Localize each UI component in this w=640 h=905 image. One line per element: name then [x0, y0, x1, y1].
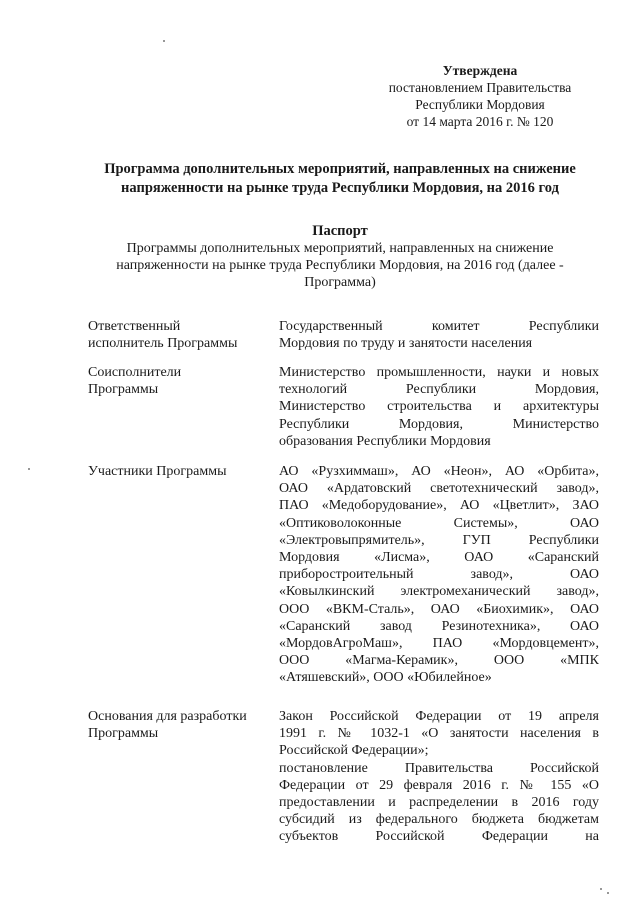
row-value-line: постановление Правительства Российской: [279, 760, 599, 776]
row-value-line: «Атяшевский», ООО «Юбилейное»: [279, 670, 492, 686]
row-value-line: АО «Рузхиммаш», АО «Неон», АО «Орбита»,: [279, 464, 599, 479]
document-title: [80, 160, 600, 198]
scan-speck: [163, 40, 165, 42]
row-label-line: Основания для разработки: [88, 709, 247, 724]
row-label-line: Участники Программы: [88, 464, 227, 479]
row-value-line: «Саранский завод Резинотехника», ОАО: [279, 618, 599, 634]
row-value-line: субъектов Российской Федерации на: [279, 829, 599, 845]
row-value-line: «Электровыпрямитель», ГУП Республики: [279, 532, 599, 548]
row-label-line: Ответственный: [88, 319, 181, 334]
passport-subtitle-line: напряженности на рынке труда Республики Мордовия, на 2016 год (далее -: [116, 258, 564, 273]
row-label: [88, 318, 258, 352]
row-value-line: Государственный комитет Республики: [279, 319, 599, 334]
passport-subtitle-line: Программа): [304, 275, 376, 290]
row-value: [279, 708, 599, 846]
row-label-line: Программы: [88, 382, 159, 398]
row-value-line: Республики Мордовия, Министерство: [279, 416, 599, 432]
approval-line: Утверждена: [442, 63, 518, 78]
passport-heading: Паспорт: [312, 223, 368, 239]
title-line: Программа дополнительных мероприятий, направленных на снижение: [104, 161, 576, 177]
row-label: [88, 364, 258, 398]
scan-speck: [607, 892, 609, 894]
scan-speck: [600, 888, 602, 890]
row-value: [279, 364, 599, 450]
row-value: [279, 463, 599, 687]
row-label-line: Соисполнители: [88, 365, 182, 380]
row-value-line: образования Республики Мордовия: [279, 433, 491, 449]
row-value-line: Министерство промышленности, науки и новых: [279, 365, 599, 380]
row-value-line: Мордовия по труду и занятости населения: [279, 336, 533, 352]
row-value-line: «Оптиковолоконные Системы», ОАО: [279, 515, 599, 531]
row-label: [88, 708, 258, 742]
row-label-line: исполнитель Программы: [88, 336, 238, 352]
row-value-line: Мордовия «Лисма», ОАО «Саранский: [279, 550, 599, 566]
row-value-line: Федерации от 29 февраля 2016 г. № 155 «О: [279, 777, 599, 793]
row-value-line: ООО «ВКМ-Сталь», ОАО «Биохимик», ОАО: [279, 601, 599, 617]
row-label-line: Программы: [88, 726, 159, 742]
approval-stamp: [360, 62, 600, 130]
row-value-line: ОАО «Ардатовский светотехнический завод»,: [279, 481, 599, 497]
row-value-line: приборостроительный завод», ОАО: [279, 567, 599, 583]
approval-line: Республики Мордовия: [415, 97, 545, 112]
approval-line: постановлением Правительства: [388, 80, 572, 95]
row-value-line: ПАО «Медоборудование», АО «Цветлит», ЗАО: [279, 498, 599, 514]
passport-subtitle-line: Программы дополнительных мероприятий, направленных на снижение: [126, 241, 554, 256]
row-value-line: субсидий из федерального бюджета бюджетам: [279, 812, 599, 828]
row-label: [88, 463, 258, 480]
row-value-line: Закон Российской Федерации от 19 апреля: [279, 709, 599, 724]
row-value: [279, 318, 599, 352]
title-line: напряженности на рынке труда Республики Мордовия, на 2016 год: [121, 180, 559, 196]
row-value-line: предоставлении и распределении в 2016 году: [279, 795, 599, 811]
row-value-line: ООО «Магма-Керамик», ООО «МПК: [279, 653, 599, 669]
row-value-line: 1991 г. № 1032-1 «О занятости населения в: [279, 726, 599, 742]
row-value-line: «Ковылкинский электромеханический завод»,: [279, 584, 599, 600]
approval-line: от 14 марта 2016 г. № 120: [406, 114, 554, 129]
scan-speck: [28, 468, 30, 470]
row-value-line: Российской Федерации»;: [279, 743, 429, 759]
row-value-line: технологий Республики Мордовия,: [279, 382, 599, 398]
passport-subtitle: [80, 240, 600, 291]
row-value-line: «МордовАгроМаш», ПАО «Мордовцемент»,: [279, 636, 599, 652]
row-value-line: Министерство строительства и архитектуры: [279, 399, 599, 415]
